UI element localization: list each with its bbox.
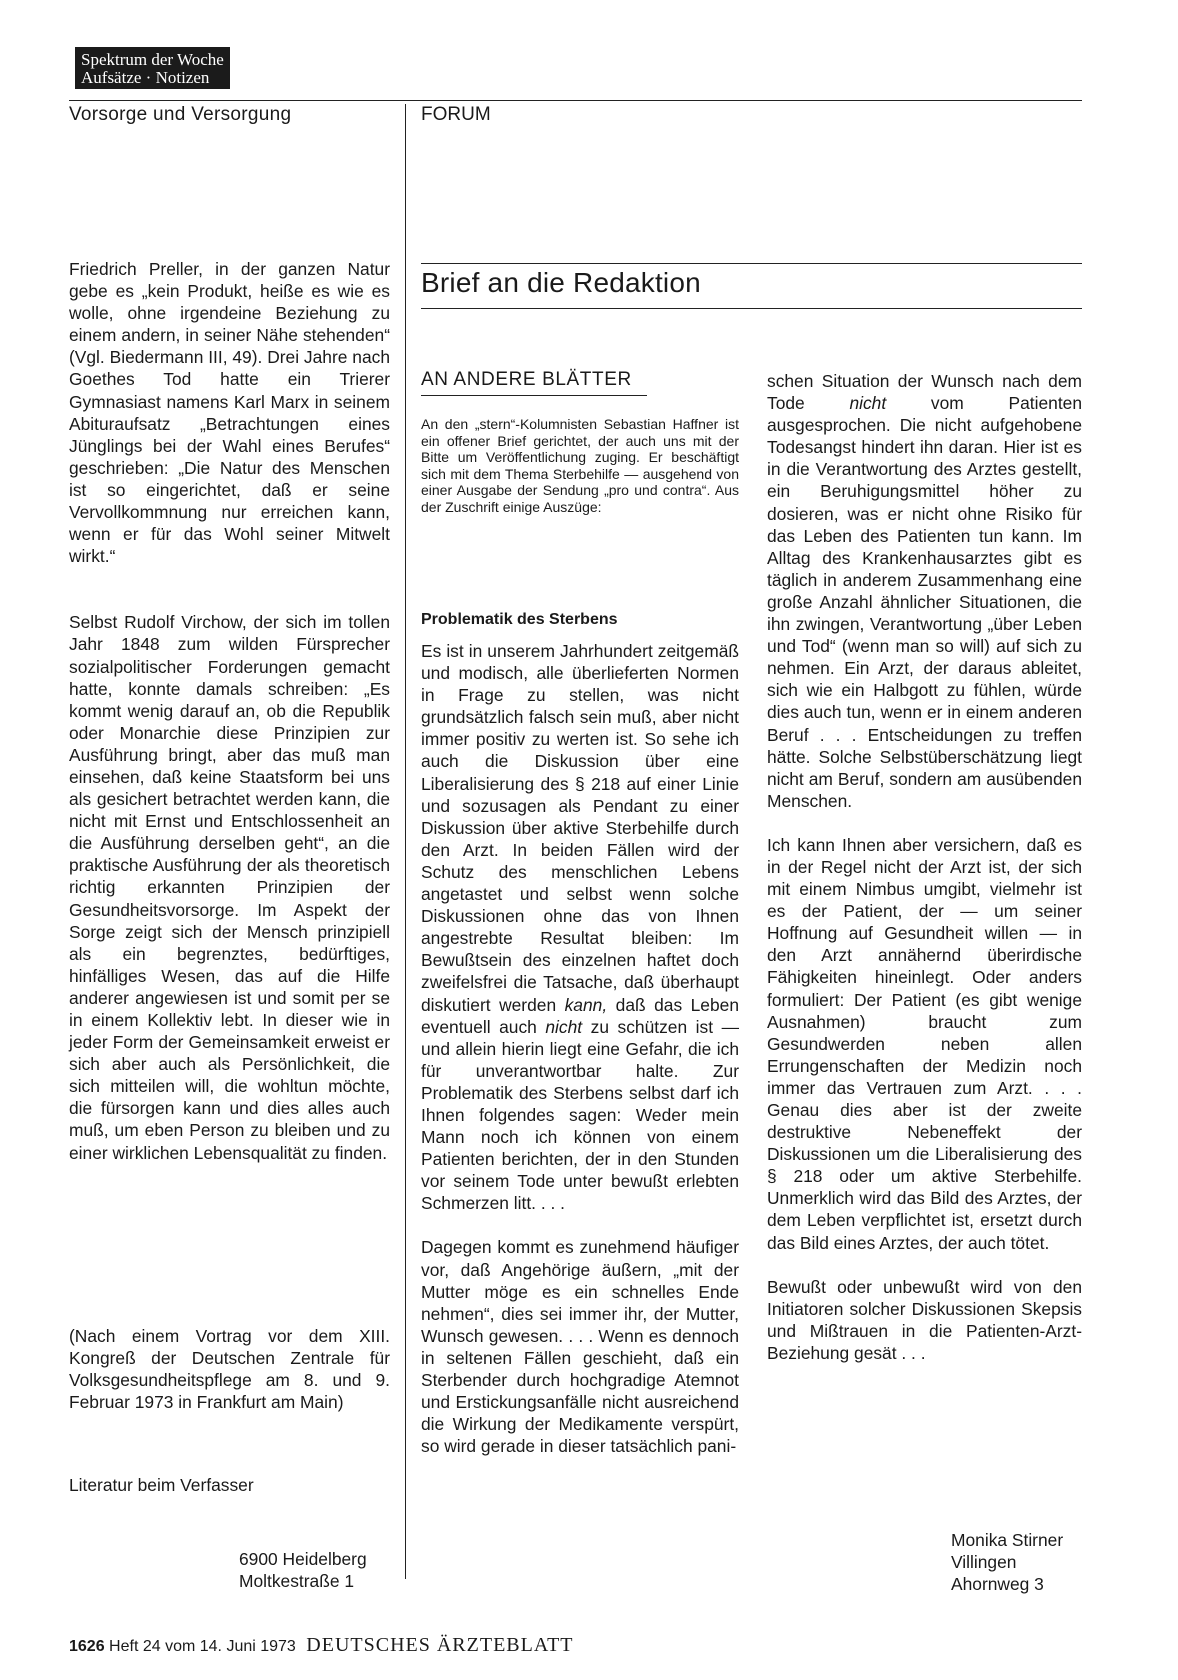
- publication-name: DEUTSCHES ÄRZTEBLATT: [306, 1634, 574, 1656]
- signature-block: [951, 1529, 1063, 1595]
- title-rule-top: [421, 263, 1082, 264]
- section-heading: Problematik des Sterbens: [421, 611, 618, 628]
- left-column-title: Vorsorge und Versorgung: [69, 104, 292, 125]
- right-column-text: [767, 370, 1082, 1364]
- top-rule: [69, 100, 1082, 101]
- middle-column-text: [421, 640, 739, 1457]
- subheading: AN ANDERE BLÄTTER: [421, 369, 632, 390]
- paragraph: Selbst Rudolf Virchow, der sich im tollen Jahr 1848 zum wilden Fürsprecher sozialpolitischer Forderungen gemacht hatte, konnte damals schreiben: „Es kommt wenig darauf an, ob die Republik oder Monarchie diese Prinzipien zur Ausführung bringt, aber das muß man einsehen, daß keine Staatsform bei uns als gesichert betrachtet werden kann, die nicht mit Ernst und Entschlossenheit an die Ausführung derselben geht“, an die praktische Ausführung der als theoretisch richtig erkannten Prinzipien der Gesundheitsvorsorge. Im Aspekt der Sorge zeigt sich der Mensch prinzipiell als ein begrenztes, bedürftiges, hinfälliges Wesen, das auf die Hilfe anderer angewiesen ist und somit per se in einem Kollektiv lebt. In dieser wie in jeder Form der Gemeinsamkeit erweist er sich aber auch als Persönlichkeit, die sich mitteilen will, die wohltun möchte, die fürsorgen kann und dies alles auch muß, um eben Person zu bleiben und zu einer wirklichen Lebensqualität zu finden.: [69, 612, 390, 1163]
- paragraph: Bewußt oder unbewußt wird von den Initiatoren solcher Diskussionen Skepsis und Mißtrauen in die Patienten-Arzt-Beziehung gesät . . .: [767, 1276, 1082, 1363]
- author-address: [239, 1548, 367, 1592]
- paragraph: Friedrich Preller, in der ganzen Natur gebe es „kein Produkt, heiße es wie es wolle, ohne irgendeine Beziehung zu einem andern, in seiner Nähe stehenden“ (Vgl. Biedermann III, 49). Drei Jahre nach Goethes Tod hatte ein Trierer Gymnasiast namens Karl Marx in seinem Abituraufsatz „Betrachtungen eines Jünglings bei der Wahl eines Berufes“ geschrieben: „Die Natur des Menschen ist so eingerichtet, daß er seine Vervollkommnung nur erreichen kann, wenn er für das Wohl seiner Mitwelt wirkt.“: [69, 259, 390, 567]
- paragraph: Es ist in unserem Jahrhundert zeitgemäß und modisch, alle überlieferten Normen in Frage zu stellen, was nicht grundsätzlich falsch sein muß, aber nicht immer positiv zu werten ist. So sehe ich auch die Diskussion über eine Liberalisierung des § 218 auf einer Linie und sozusagen als Pendant zu einer Diskussion über aktive Sterbehilfe durch den Arzt. In beiden Fällen wird der Schutz des menschlichen Lebens angetastet und selbst wenn solche Diskussionen ohne das von Ihnen angestrebte Resultat bleiben: Im Bewußtsein des einzelnen haftet doch zweifelsfrei die Tatsache, daß überhaupt diskutiert werden kann, daß das Leben eventuell auch nicht zu schützen ist — und allein hierin liegt eine Gefahr, die ich für unverantwortbar halte. Zur Problematik des Sterbens selbst darf ich Ihnen folgendes sagen: Weder mein Mann noch ich können von einem Patienten berichten, der in den Stunden vor seinem Tode unter bewußt erlebten Schmerzen litt. . . .: [421, 641, 739, 1214]
- page-number: 1626: [69, 1638, 105, 1655]
- article-title: Brief an die Redaktion: [421, 267, 701, 298]
- signature-city: Villingen: [951, 1552, 1017, 1572]
- left-column-text: [69, 258, 390, 1164]
- paragraph: Ich kann Ihnen aber versichern, daß es in der Regel nicht der Arzt ist, der sich mit einem Nimbus umgibt, vielmehr ist es der Patient, der — um seiner Hoffnung auf Gesundheit willen — in den Arzt annähernd überirdische Fähigkeiten hineinlegt. Oder anders formuliert: Der Patient (es gibt wenige Ausnahmen) braucht zum Gesundwerden neben allen Errungenschaften der Medizin noch immer das Vertrauen zum Arzt. . . . Genau dies aber ist der zweite destruktive Nebeneffekt der Diskussionen um die Liberalisierung des § 218 oder um aktive Sterbehilfe. Unmerklich wird das Bild des Arztes, der dem Leben verpflichtet ist, ersetzt durch das Bild eines Arztes, der auch tötet.: [767, 834, 1082, 1253]
- literature-note: Literatur beim Verfasser: [69, 1475, 254, 1495]
- column-divider: [405, 104, 406, 1579]
- lecture-note: (Nach einem Vortrag vor dem XIII. Kongreß der Deutschen Zentrale für Volksgesundheitspflege am 8. und 9. Februar 1973 in Frankfurt am Main): [69, 1326, 390, 1413]
- signature-street: Ahornweg 3: [951, 1574, 1044, 1594]
- paragraph: schen Situation der Wunsch nach dem Tode nicht vom Patienten ausgesprochen. Die nicht aufgehobene Todesangst hindert ihn daran. Hier ist es in die Verantwortung des Arztes gestellt, ein Beruhigungsmittel höher zu dosieren, was er nicht ohne Risiko für das Leben des Patienten tun kann. Im Alltag des Krankenhausarztes gibt es täglich in anderem Zusammenhang eine große Anzahl ähnlicher Situationen, die ihn zwingen, Verantwortung „über Leben und Tod“ (wenn man so will) auf sich zu nehmen. Ein Arzt, der daraus ableitet, sich wie ein Halbgott zu fühlen, würde dies auch tun, wenn er in einem anderen Beruf . . . Entscheidungen zu treffen hätte. Solche Selbstüberschätzung liegt nicht am Beruf, sondern am ausübenden Menschen.: [767, 371, 1082, 811]
- title-rule-bottom: [421, 308, 1082, 309]
- address-line: 6900 Heidelberg: [239, 1549, 367, 1569]
- section-label-line2: Aufsätze · Notizen: [81, 68, 210, 87]
- section-label-box: [75, 47, 230, 89]
- signature-name: Monika Stirner: [951, 1530, 1064, 1550]
- paragraph: Dagegen kommt es zunehmend häufiger vor, daß Angehörige äußern, „mit der Mutter möge es ein schnelles Ende nehmen“, dies sei immer ihr, der Mutter, Wunsch gewesen. . . . Wenn es dennoch in seltenen Fällen geschieht, daß ein Sterbender durch hochgradige Atemnot und Erstickungsanfälle nicht ausreichend die Wirkung der Medikamente verspürt, so wird gerade in dieser tatsächlich pani-: [421, 1237, 739, 1457]
- issue-info: Heft 24 vom 14. Juni 1973: [109, 1638, 296, 1655]
- intro-text: An den „stern“-Kolumnisten Sebastian Haffner ist ein offener Brief gerichtet, der auch uns mit der Bitte um Veröffentlichung zuging. Er beschäftigt sich mit dem Thema Sterbehilfe — ausgehend von einer Ausgabe der Sendung „pro und contra“. Aus der Zuschrift einige Auszüge:: [421, 416, 739, 515]
- subheading-rule: [421, 395, 647, 396]
- page-footer: [69, 1634, 574, 1657]
- address-line: Moltkestraße 1: [239, 1571, 355, 1591]
- section-label-line1: Spektrum der Woche: [81, 50, 224, 69]
- right-column-title: FORUM: [421, 104, 491, 125]
